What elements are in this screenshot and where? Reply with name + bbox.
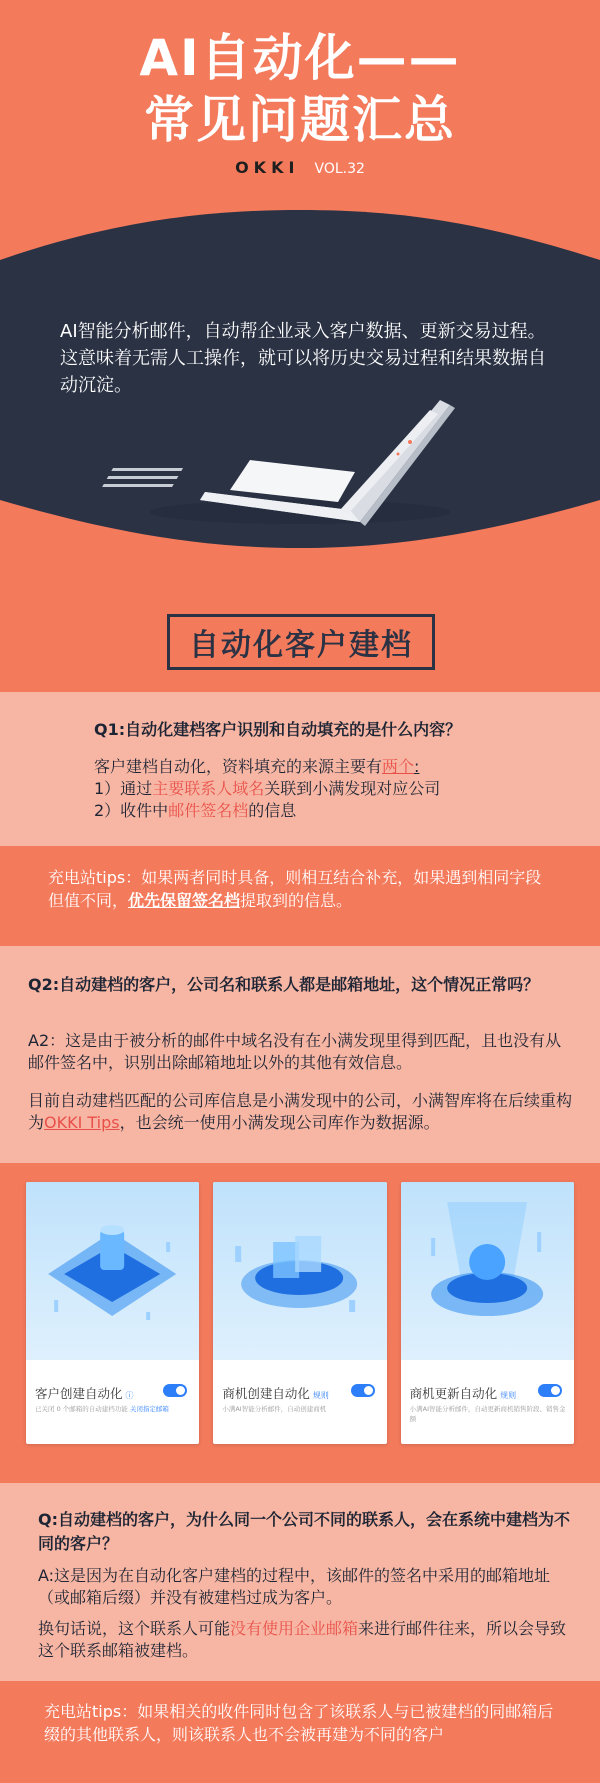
card-opportunity-create — [213, 1182, 386, 1444]
brand-row — [0, 158, 600, 177]
tip-1-emphasis: 优先保留签名档 — [128, 891, 241, 910]
card-desc: 已关闭 0 个邮箱的自动建档功能 关闭指定邮箱 — [35, 1405, 169, 1413]
faq2-answer-2: 目前自动建档匹配的公司库信息是小满发现中的公司，小满智库将在后续重构为OKKI Tips，也会统一使用小满发现公司库作为数据源。 — [28, 1091, 573, 1132]
faq2-question: Q2:自动建档的客户，公司名和联系人都是邮箱地址，这个情况正常吗？ — [28, 975, 540, 994]
title-line-2: 常见问题汇总 — [144, 91, 456, 149]
faq1-line2: 1）通过主要联系人域名关联到小满发现对应公司 — [94, 779, 441, 798]
card-illustration — [26, 1182, 199, 1360]
tip-2: 充电站tips：如果相关的收件同时包含了该联系人与已被建档的同邮箱后缀的其他联系人，则该联系人也不会被再建为不同的客户 — [44, 1702, 554, 1744]
card-illustration — [401, 1182, 574, 1360]
automation-cards — [26, 1182, 574, 1444]
faq3-question: Q:自动建档的客户，为什么同一个公司不同的联系人，会在系统中建档为不同的客户？ — [38, 1510, 571, 1553]
intro-text: AI智能分析邮件，自动帮企业录入客户数据、更新交易过程。这意味着无需人工操作，就可以将历史交易过程和结果数据自动沉淀。 — [60, 321, 546, 396]
rules-link[interactable]: 规则 — [500, 1391, 517, 1400]
okki-logo: OKKI — [235, 158, 300, 177]
automation-toggle[interactable] — [351, 1384, 375, 1397]
card-customer-create — [26, 1182, 199, 1444]
okki-tips-link[interactable]: OKKI Tips — [44, 1113, 120, 1132]
highlight-text: 主要联系人域名 — [152, 779, 265, 798]
faq3-answer-2: 换句话说，这个联系人可能没有使用企业邮箱来进行邮件往来，所以会导致这个联系邮箱被建档。 — [38, 1619, 567, 1660]
card-title: 客户创建自动化 ⓘ — [35, 1386, 134, 1401]
faq1-line3: 2）收件中邮件签名档的信息 — [94, 801, 297, 820]
card-illustration — [213, 1182, 386, 1360]
card-desc: 小满AI智能分析邮件，自动更新商机销售阶段、销售金额 — [409, 1405, 566, 1423]
faq3-answer: A:这是因为在自动化客户建档的过程中，该邮件的签名中采用的邮箱地址（或邮箱后缀）并没有被建档过成为客户。 — [38, 1566, 551, 1607]
automation-toggle[interactable] — [538, 1384, 562, 1397]
highlight-text: 邮件签名档 — [168, 801, 249, 820]
automation-toggle[interactable] — [163, 1384, 187, 1397]
faq2-answer: A2：这是由于被分析的邮件中域名没有在小满发现里得到匹配，且也没有从邮件签名中，识别出除邮箱地址以外的其他有效信息。 — [28, 1031, 562, 1072]
info-icon[interactable]: ⓘ — [125, 1391, 134, 1400]
faq1-answer — [94, 756, 574, 822]
title-line-1: AI自动化—— — [139, 29, 461, 87]
card-title: 商机更新自动化 规则 — [409, 1386, 517, 1401]
card-desc: 小满AI智能分析邮件，自动创建商机 — [222, 1405, 327, 1413]
card-title: 商机创建自动化 规则 — [222, 1386, 329, 1401]
faq1-line1: 客户建档自动化，资料填充的来源主要有两个: — [94, 757, 420, 776]
close-mailbox-link[interactable]: 关闭指定邮箱 — [129, 1405, 169, 1413]
section-heading: 自动化客户建档 — [167, 614, 435, 670]
volume-label: VOL.32 — [314, 161, 365, 177]
highlight-text: 没有使用企业邮箱 — [230, 1619, 359, 1638]
rules-link[interactable]: 规则 — [312, 1391, 329, 1400]
tip-1: 充电站tips：如果两者同时具备，则相互结合补充，如果遇到相同字段但值不同，优先保留签名档提取到的信息。 — [48, 868, 542, 910]
card-opportunity-update — [401, 1182, 574, 1444]
faq1-question: Q1:自动化建档客户识别和自动填充的是什么内容？ — [94, 720, 462, 739]
highlight-text: 两个 — [382, 757, 415, 776]
